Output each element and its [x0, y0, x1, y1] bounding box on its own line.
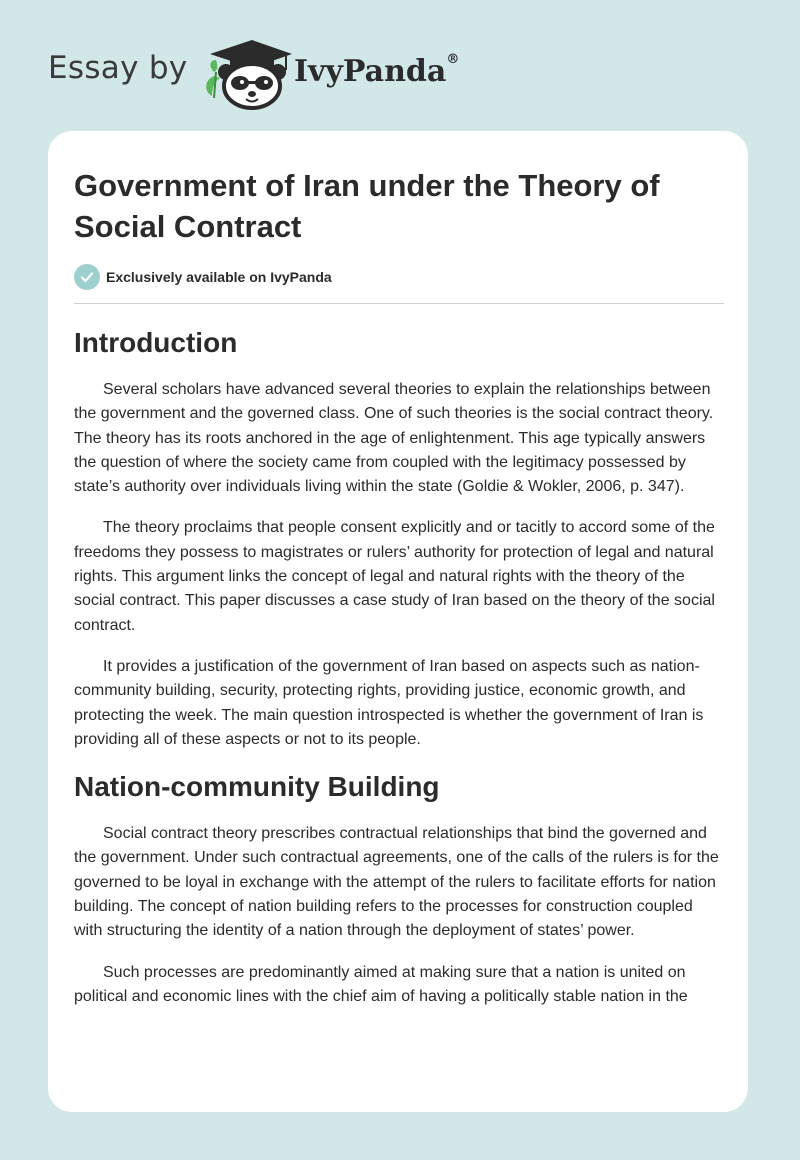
paragraph: Social contract theory prescribes contractual relationships that bind the governed and the government. Under such contractual agreements, one of the calls of the rulers is for the governed to be loyal in exchange with the attempt of the rulers to facilitate efforts for nation building. The concept of nation building refers to the processes for construction coupled with structuring the identity of a nation through the deployment of states’ power.	[74, 825, 719, 940]
essay-by-label: Essay by	[48, 50, 188, 86]
panda-graduate-icon[interactable]	[200, 36, 292, 110]
brand-text: IvyPanda	[294, 54, 447, 89]
paragraph: Several scholars have advanced several theories to explain the relationships between the government and the governed class. One of such theories is the social contract theory. The theory has its roots anchored in the age of enlightenment. This age typically answers the question of where the society came from coupled with the legitimacy possessed by state’s authority over individuals living within the state (Goldie & Wokler, 2006, p. 347).	[74, 381, 714, 496]
paragraph: Such processes are predominantly aimed at making sure that a nation is united on political and economic lines with the chief aim of having a politically stable nation in the	[74, 963, 688, 1005]
article-title: Government of Iran under the Theory of Social Contract	[74, 168, 660, 244]
exclusive-badge	[74, 264, 332, 290]
badge-text: Exclusively available on IvyPanda	[106, 269, 332, 285]
registered-mark: ®	[446, 52, 460, 67]
checkmark-icon	[74, 264, 100, 290]
site-header	[0, 0, 800, 120]
paragraph: It provides a justification of the government of Iran based on aspects such as nation-community building, security, protecting rights, providing justice, economic growth, and protecting the week. The main question introspected is whether the government of Iran is providing all of these aspects or not to its people.	[74, 657, 704, 748]
section-heading-nation-community-building: Nation-community Building	[74, 771, 440, 803]
paragraph: The theory proclaims that people consent explicitly and or tacitly to accord some of the freedoms they possess to magistrates or rulers’ authority for protection of legal and natural rights. This argument links the concept of legal and natural rights with the theory of the social contract. This paper discusses a case study of Iran based on the theory of the social contract.	[74, 519, 715, 634]
section-heading-introduction: Introduction	[74, 327, 238, 358]
divider	[74, 303, 724, 304]
brand-name[interactable]	[294, 54, 459, 89]
article-body	[74, 325, 724, 1026]
article-card	[48, 131, 748, 1112]
